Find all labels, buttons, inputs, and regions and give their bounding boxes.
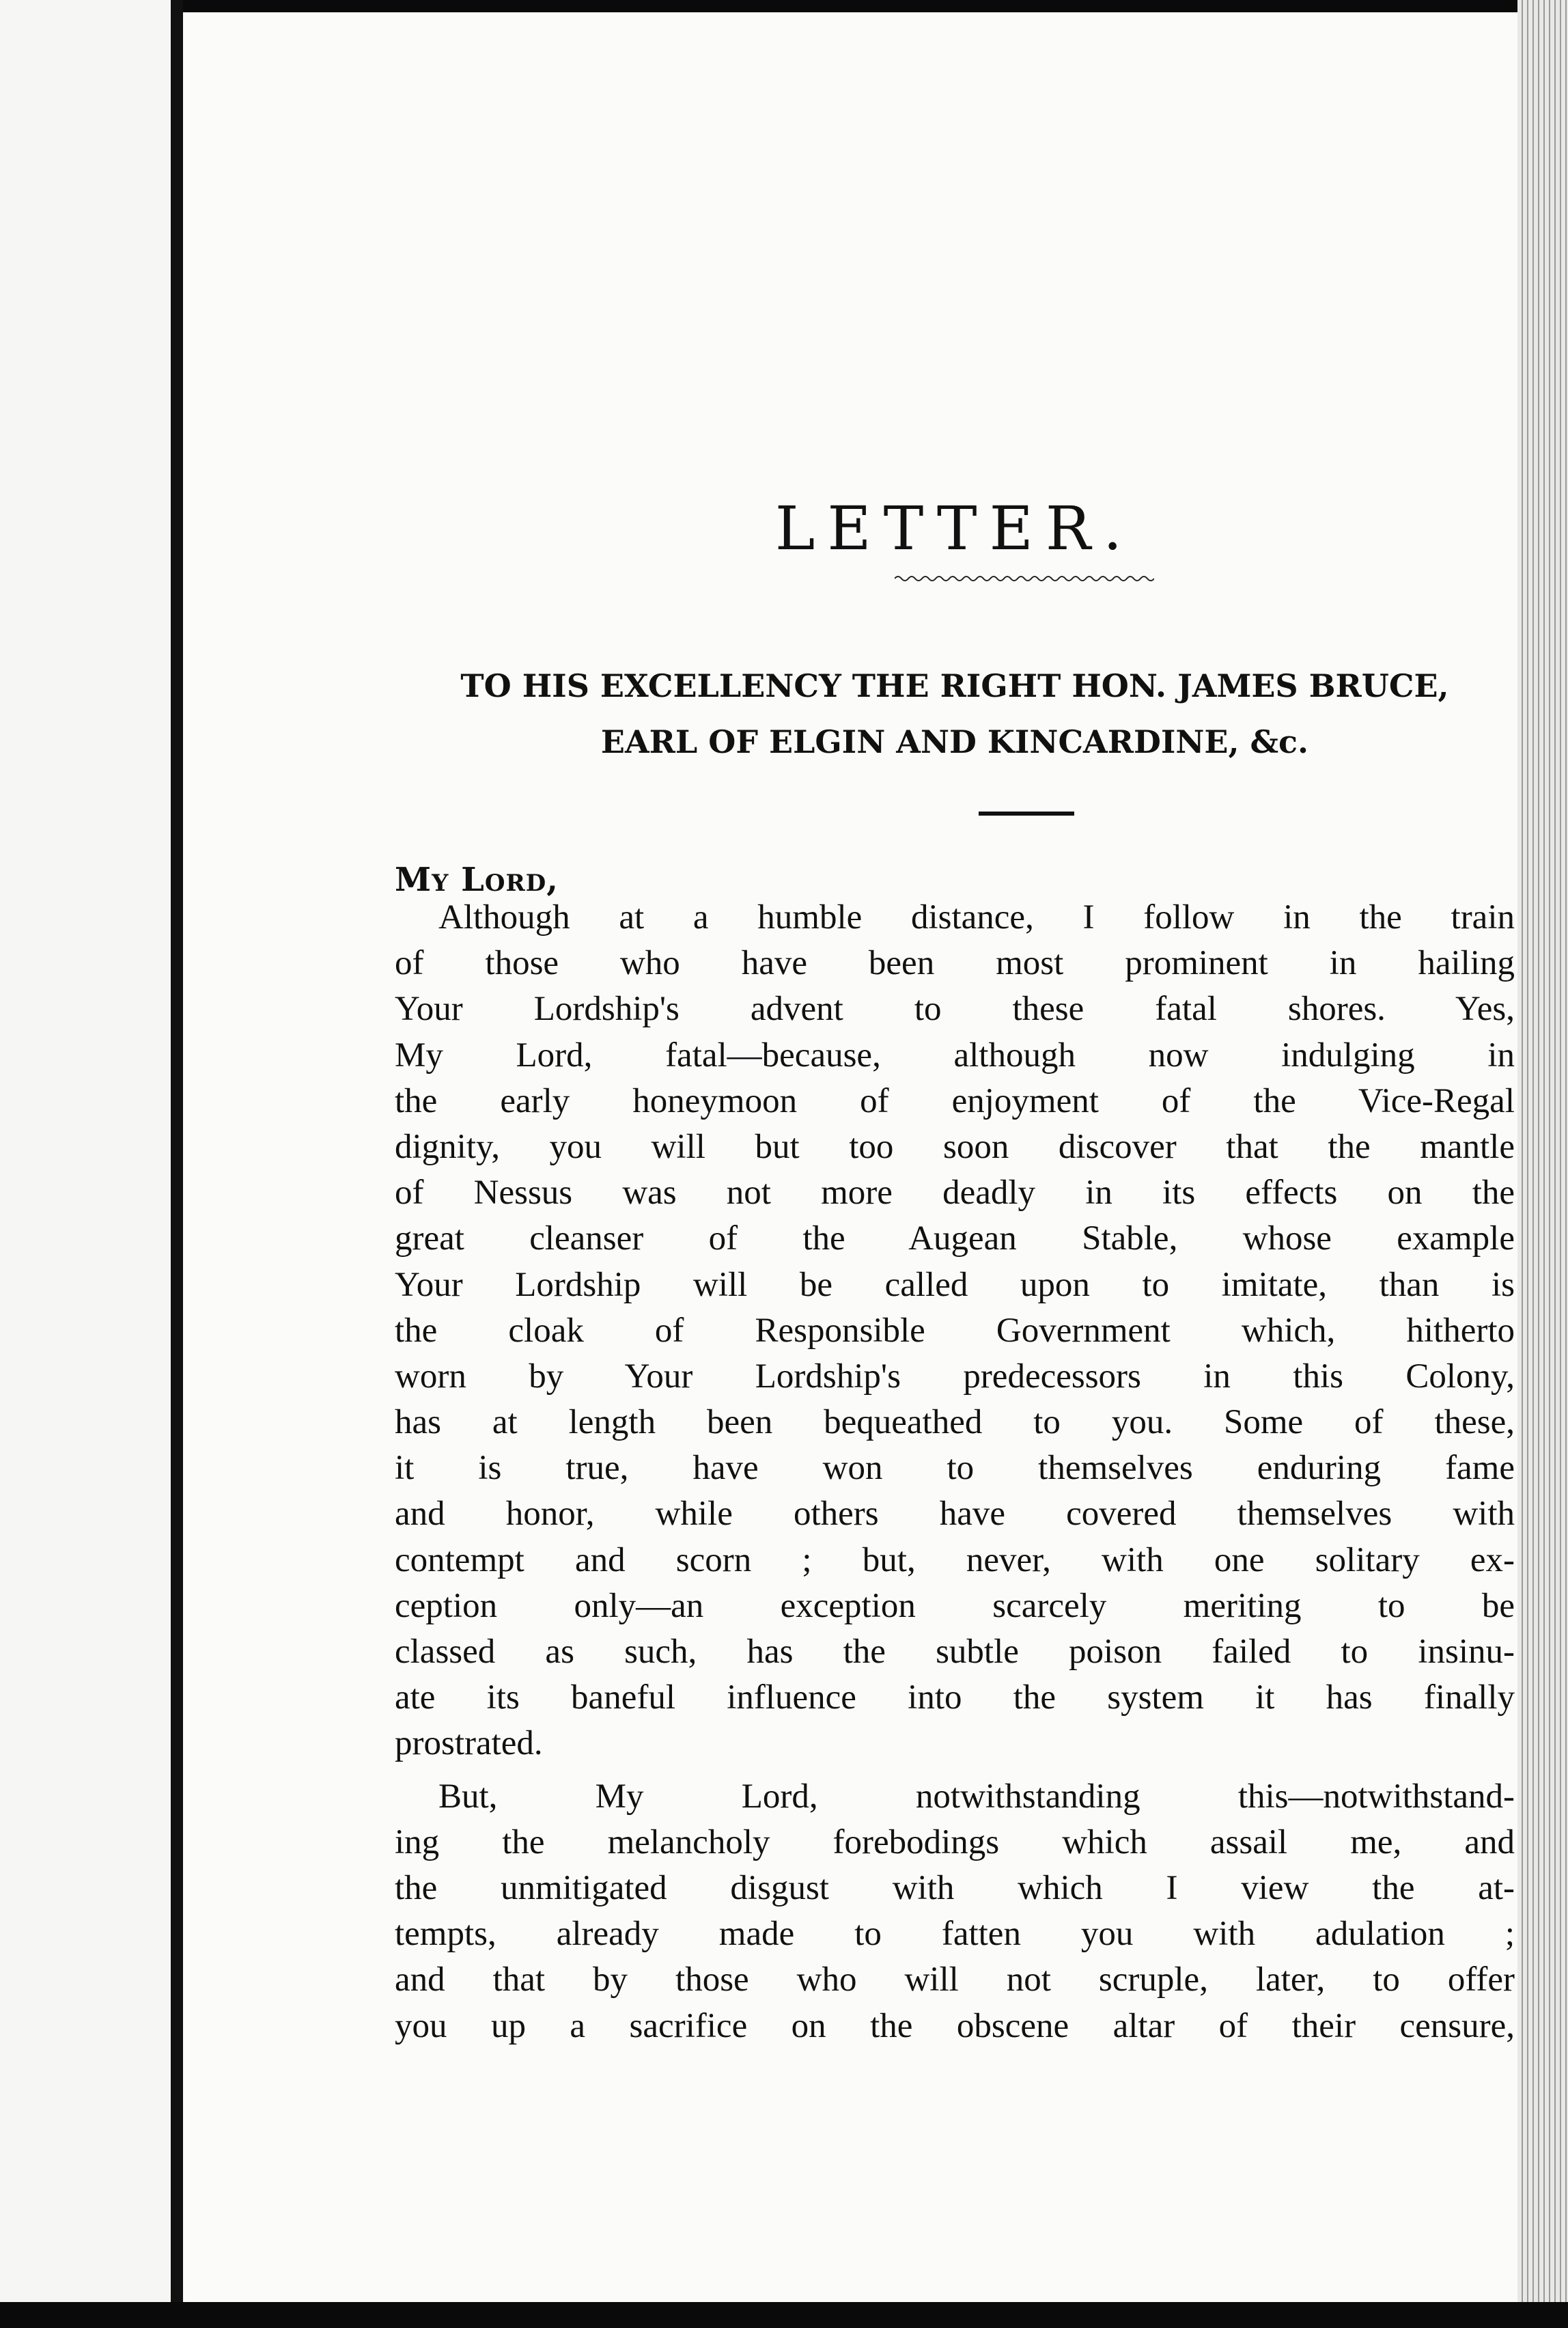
- text-line: contempt and scorn ; but, never, with one solitary ex-: [395, 1540, 1515, 1579]
- text-line: But, My Lord, notwithstanding this—notwithstand-: [438, 1777, 1515, 1816]
- addressee-block: [395, 658, 1515, 770]
- text-line: ing the melancholy forebodings which assail me, and: [395, 1823, 1515, 1861]
- section-divider: [979, 812, 1074, 816]
- addressee-line: TO HIS EXCELLENCY THE RIGHT HON. JAMES BRUCE,: [460, 667, 1449, 704]
- addressee-line: EARL OF ELGIN AND KINCARDINE, &c.: [600, 723, 1309, 760]
- text-line: you up a sacrifice on the obscene altar of their censure,: [395, 2006, 1515, 2045]
- text-line: Although at a humble distance, I follow in the train: [438, 898, 1515, 937]
- book-page: [183, 12, 1523, 2302]
- text-line: ception only—an exception scarcely meriting to be: [395, 1586, 1515, 1625]
- text-line: ate its baneful influence into the system it has finally: [395, 1678, 1515, 1717]
- text-line: My Lord, fatal—because, although now indulging in: [395, 1036, 1515, 1075]
- facing-page: [0, 0, 171, 2328]
- letter-body: [395, 895, 1515, 2049]
- text-line: the cloak of Responsible Government which, hitherto: [395, 1311, 1515, 1350]
- text-line: great cleanser of the Augean Stable, whose example: [395, 1219, 1515, 1258]
- text-line: the unmitigated disgust with which I view the at-: [395, 1868, 1515, 1907]
- text-line: of those who have been most prominent in hailing: [395, 944, 1515, 983]
- page-edges: [1517, 0, 1568, 2328]
- text-line: and that by those who will not scruple, later, to offer: [395, 1960, 1515, 1999]
- scan-border: [0, 2302, 1568, 2328]
- text-line: worn by Your Lordship's predecessors in this Colony,: [395, 1357, 1515, 1396]
- text-line: Your Lordship's advent to these fatal shores. Yes,: [395, 990, 1515, 1029]
- text-line: prostrated.: [395, 1724, 543, 1763]
- text-line: the early honeymoon of enjoyment of the Vice-Regal: [395, 1081, 1515, 1120]
- text-line: of Nessus was not more deadly in its effects on the: [395, 1174, 1515, 1212]
- salutation: My Lord,: [395, 861, 559, 899]
- text-line: dignity, you will but too soon discover that the mantle: [395, 1127, 1515, 1166]
- book-gutter: [171, 0, 183, 2328]
- text-line: and honor, while others have covered themselves with: [395, 1495, 1515, 1534]
- text-line: it is true, have won to themselves enduring fame: [395, 1449, 1515, 1488]
- text-line: tempts, already made to fatten you with adulation ;: [395, 1915, 1515, 1954]
- text-line: has at length been bequeathed to you. Some of these,: [395, 1403, 1515, 1442]
- page-title: LETTER.: [774, 493, 1135, 564]
- paragraph-gap: [395, 1767, 1515, 1774]
- ornamental-wavy-rule: [895, 572, 1154, 585]
- text-line: classed as such, has the subtle poison failed to insinu-: [395, 1633, 1515, 1671]
- text-line: Your Lordship will be called upon to imitate, than is: [395, 1265, 1515, 1304]
